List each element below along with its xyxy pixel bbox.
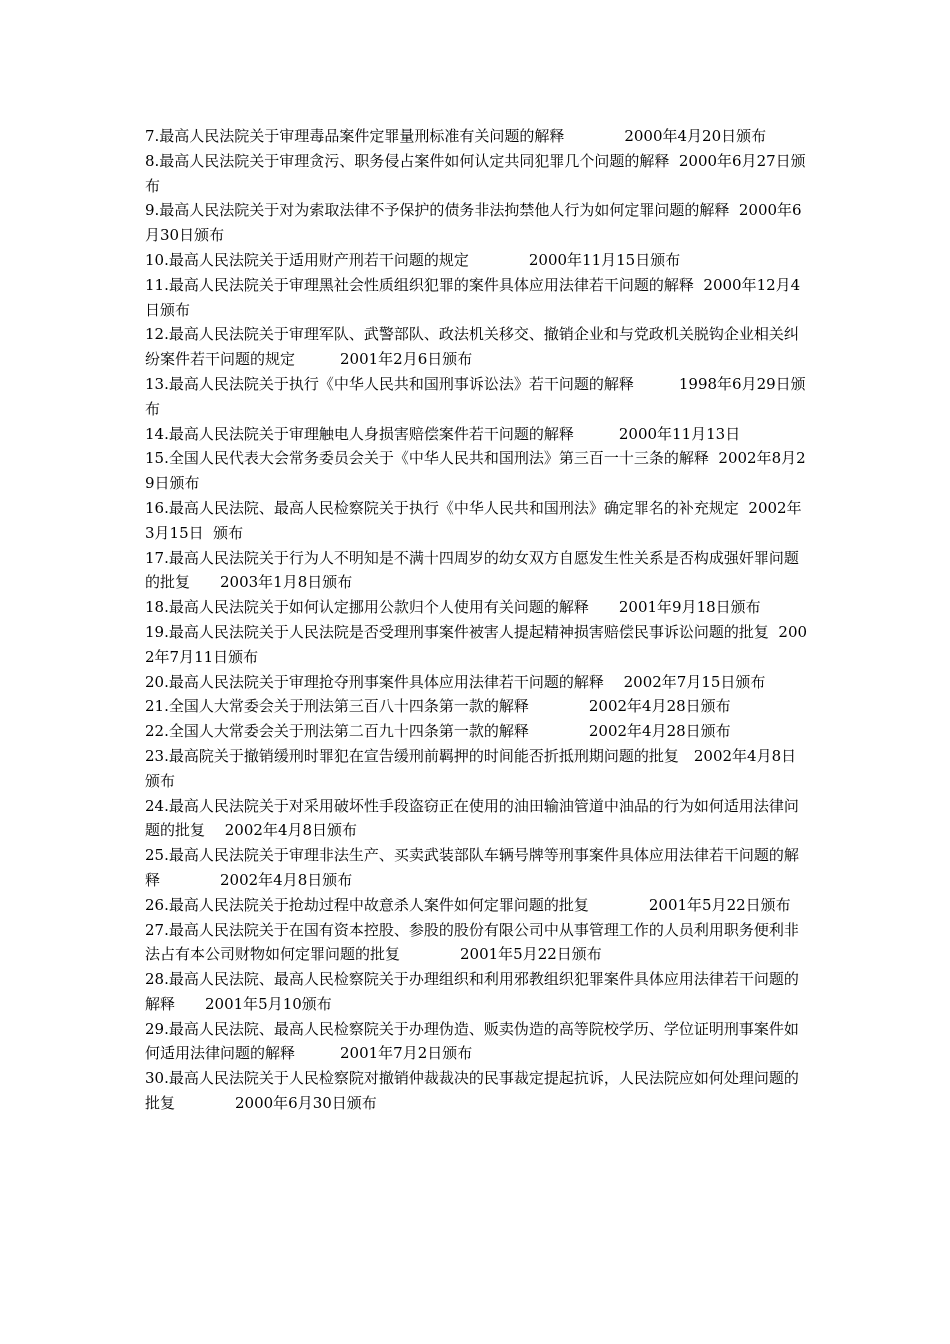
- list-item: 29.最高人民法院、最高人民检察院关于办理伪造、贩卖伪造的高等院校学历、学位证明刑事案件如何适用法律问题的解释 2001年7月2日颁布: [145, 1019, 799, 1063]
- list-item: 18.最高人民法院关于如何认定挪用公款归个人使用有关问题的解释 2001年9月18日颁布: [145, 598, 761, 617]
- list-item: 19.最高人民法院关于人民法院是否受理刑事案件被害人提起精神损害赔偿民事诉讼问题的批复 2002年7月11日颁布: [145, 622, 808, 666]
- list-item: 25.最高人民法院关于审理非法生产、买卖武装部队车辆号牌等刑事案件具体应用法律若干问题的解释 2002年4月8日颁布: [145, 846, 799, 889]
- list-item: 12.最高人民法院关于审理军队、武警部队、政法机关移交、撤销企业和与党政机关脱钩企业相关纠纷案件若干问题的规定 2001年2月6日颁布: [145, 325, 799, 369]
- list-item: 10.最高人民法院关于适用财产刑若干问题的规定 2000年11月15日颁布: [145, 250, 681, 269]
- list-item: 17.最高人民法院关于行为人不明知是不满十四周岁的幼女双方自愿发生性关系是否构成强奸罪问题的批复 2003年1月8日颁布: [145, 548, 799, 592]
- list-item: 28.最高人民法院、最高人民检察院关于办理组织和利用邪教组织犯罪案件具体应用法律若干问题的解释 2001年5月10颁布: [145, 970, 799, 1013]
- list-item: 13.最高人民法院关于执行《中华人民共和国刑事诉讼法》若干问题的解释 1998年6月29日颁布: [145, 374, 806, 418]
- list-item: 7.最高人民法院关于审理毒品案件定罪量刑标准有关问题的解释 2000年4月20日颁布: [145, 127, 767, 145]
- list-item: 16.最高人民法院、最高人民检察院关于执行《中华人民共和国刑法》确定罪名的补充规定 2002年3月15日 颁布: [145, 498, 802, 542]
- list-item: 9.最高人民法院关于对为索取法律不予保护的债务非法拘禁他人行为如何定罪问题的解释 2000年6月30日颁布: [145, 201, 802, 245]
- list-item: 24.最高人民法院关于对采用破坏性手段盗窃正在使用的油田输油管道中油品的行为如何适用法律问题的批复 2002年4月8日颁布: [145, 796, 799, 840]
- list-item: 8.最高人民法院关于审理贪污、职务侵占案件如何认定共同犯罪几个问题的解释 2000年6月27日颁布: [145, 151, 806, 195]
- list-item: 30.最高人民法院关于人民检察院对撤销仲裁裁决的民事裁定提起抗诉，人民法院应如何处理问题的批复 2000年6月30日颁布: [145, 1069, 799, 1113]
- list-item: 23.最高院关于撤销缓刑时罪犯在宣告缓刑前羁押的时间能否折抵刑期问题的批复 2002年4月8日颁布: [145, 746, 797, 790]
- list-item: 11.最高人民法院关于审理黑社会性质组织犯罪的案件具体应用法律若干问题的解释 2000年12月4日颁布: [145, 275, 801, 319]
- list-item: 22.全国人大常委会关于刑法第二百九十四条第一款的解释 2002年4月28日颁布: [145, 722, 731, 741]
- list-item: 15.全国人民代表大会常务委员会关于《中华人民共和国刑法》第三百一十三条的解释 2002年8月29日颁布: [145, 449, 806, 493]
- document-body: [145, 124, 810, 1116]
- list-item: 27.最高人民法院关于在国有资本控股、参股的股份有限公司中从事管理工作的人员利用职务便利非法占有本公司财物如何定罪问题的批复 2001年5月22日颁布: [145, 920, 799, 964]
- list-item: 14.最高人民法院关于审理触电人身损害赔偿案件若干问题的解释 2000年11月13日: [145, 424, 741, 443]
- list-item: 26.最高人民法院关于抢劫过程中故意杀人案件如何定罪问题的批复 2001年5月22日颁布: [145, 895, 791, 914]
- list-item: 21.全国人大常委会关于刑法第三百八十四条第一款的解释 2002年4月28日颁布: [145, 697, 731, 716]
- list-item: 20.最高人民法院关于审理抢夺刑事案件具体应用法律若干问题的解释 2002年7月15日颁布: [145, 672, 766, 691]
